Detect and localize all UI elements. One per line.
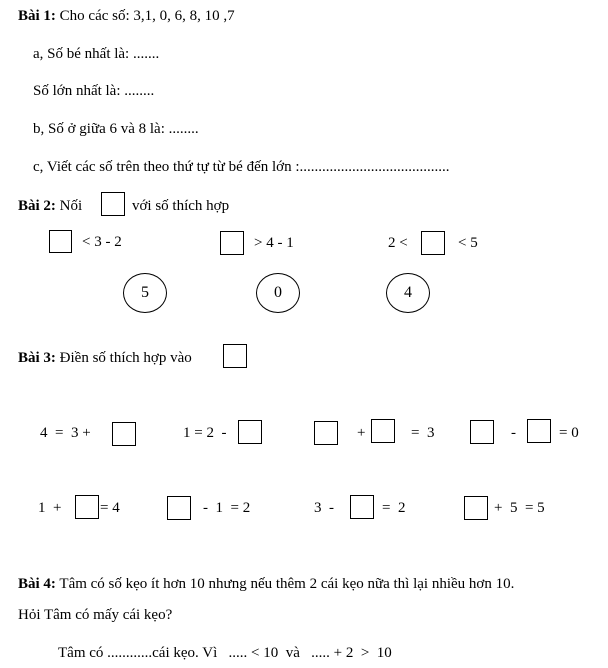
bai3-r2-expr-1-right: = 4 — [100, 500, 120, 516]
bai4-line-2: Hỏi Tâm có mấy cái kẹo? — [18, 607, 173, 623]
bai3-r1-expr-1: 4 = 3 + — [40, 425, 91, 441]
bai3-r2-expr-3-left: 3 - — [314, 500, 334, 516]
bai3-r1-eq-3: = 3 — [411, 425, 435, 441]
bai2-circle-1[interactable]: 5 — [123, 273, 167, 313]
bai2-expr-3-right: < 5 — [458, 235, 478, 251]
bai2-circle-3[interactable]: 4 — [386, 273, 430, 313]
bai3-r1-box-4b[interactable] — [527, 419, 551, 443]
bai1-part-b: b, Số ở giữa 6 và 8 là: ........ — [33, 121, 199, 137]
bai2-title: Bài 2: — [18, 198, 56, 214]
bai1-part-a: a, Số bé nhất là: ....... — [33, 46, 160, 62]
bai4-title: Bài 4: — [18, 576, 56, 592]
bai3-title: Bài 3: — [18, 350, 56, 366]
bai2-text-before: Nối — [55, 198, 83, 214]
bai2-circle-2[interactable]: 0 — [256, 273, 300, 313]
bai3-text: Điền số thích hợp vào — [55, 350, 192, 366]
bai1-part-c: c, Viết các số trên theo thứ tự từ bé đến lớn :........................................ — [33, 159, 450, 175]
bai3-r2-expr-4: + 5 = 5 — [494, 500, 545, 516]
bai3-heading-box — [223, 344, 247, 368]
bai2-heading-box — [101, 192, 125, 216]
bai3-r1-box-3b[interactable] — [371, 419, 395, 443]
bai3-r2-box-4[interactable] — [464, 496, 488, 520]
bai2-expr-3-left: 2 < — [388, 235, 408, 251]
bai1-part-a2: Số lớn nhất là: ........ — [33, 83, 155, 99]
bai3-r2-expr-1-left: 1 + — [38, 500, 62, 516]
bai2-answer-box-3[interactable] — [421, 231, 445, 255]
bai2-heading — [18, 197, 82, 215]
bai3-r1-box-3a[interactable] — [314, 421, 338, 445]
bai3-r2-expr-2: - 1 = 2 — [203, 500, 251, 516]
bai3-r2-box-3[interactable] — [350, 495, 374, 519]
bai3-r1-eq-4: = 0 — [559, 425, 579, 441]
bai3-r2-box-2[interactable] — [167, 496, 191, 520]
bai3-heading — [18, 349, 192, 367]
bai2-answer-box-1[interactable] — [49, 230, 72, 253]
bai3-r2-box-1[interactable] — [75, 495, 99, 519]
bai3-r2-expr-3-right: = 2 — [382, 500, 406, 516]
bai2-expr-2: > 4 - 1 — [254, 235, 294, 251]
bai4-answer-line: Tâm có ............cái kẹo. Vì ..... < 10 và ..... + 2 > 10 — [58, 645, 392, 661]
bai1-heading — [18, 7, 235, 25]
bai3-r1-expr-2: 1 = 2 - — [183, 425, 227, 441]
bai3-r1-box-2[interactable] — [238, 420, 262, 444]
bai2-answer-box-2[interactable] — [220, 231, 244, 255]
bai4-heading — [18, 575, 514, 593]
bai1-text: Cho các số: 3,1, 0, 6, 8, 10 ,7 — [55, 8, 235, 24]
bai3-r1-box-4a[interactable] — [470, 420, 494, 444]
bai2-text-after: với số thích hợp — [132, 198, 230, 214]
bai3-r1-minus: - — [511, 425, 516, 441]
bai3-r1-box-1[interactable] — [112, 422, 136, 446]
bai3-r1-plus: + — [357, 425, 366, 441]
bai4-text: Tâm có số kẹo ít hơn 10 nhưng nếu thêm 2 cái kẹo nữa thì lại nhiều hơn 10. — [55, 576, 515, 592]
bai1-title: Bài 1: — [18, 8, 56, 24]
bai2-expr-1: < 3 - 2 — [82, 234, 122, 250]
